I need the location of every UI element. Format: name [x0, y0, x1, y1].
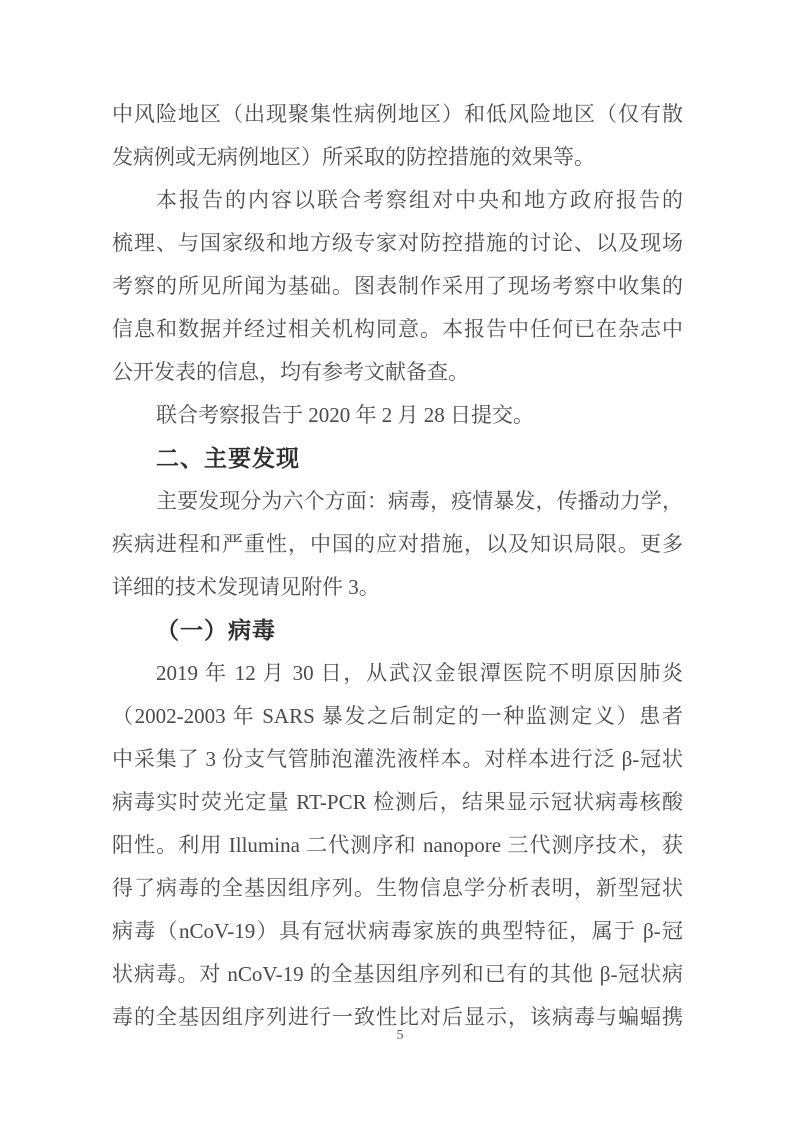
text-line: 状病毒。对 nCoV-19 的全基因组序列和已有的其他 β-冠状病	[112, 962, 683, 986]
text-line: 考察的所见所闻为基础。图表制作采用了现场考察中收集的	[112, 274, 683, 298]
text-line: 本报告的内容以联合考察组对中央和地方政府报告的	[156, 188, 683, 212]
page-number: 5	[396, 1028, 404, 1043]
text-line: 毒的全基因组序列进行一致性比对后显示，该病毒与蝙蝠携	[112, 1005, 683, 1029]
subsection-heading: （一）病毒	[156, 618, 276, 643]
text-line: 病毒（nCoV-19）具有冠状病毒家族的典型特征，属于 β-冠	[112, 919, 683, 943]
text-line: 信息和数据并经过相关机构同意。本报告中任何已在杂志中	[112, 317, 683, 341]
text-line: 发病例或无病例地区）所采取的防控措施的效果等。	[112, 145, 595, 169]
text-line: 梳理、与国家级和地方级专家对防控措施的讨论、以及现场	[112, 231, 683, 255]
text-line: 中采集了 3 份支气管肺泡灌洗液样本。对样本进行泛 β-冠状	[112, 747, 683, 771]
text-line: （2002-2003 年 SARS 暴发之后制定的一种监测定义）患者	[112, 704, 683, 728]
text-line: 病毒实时荧光定量 RT-PCR 检测后，结果显示冠状病毒核酸	[112, 790, 683, 814]
text-line: 公开发表的信息，均有参考文献备查。	[112, 360, 469, 384]
text-line: 2019 年 12 月 30 日，从武汉金银潭医院不明原因肺炎	[156, 661, 683, 685]
text-line: 阳性。利用 Illumina 二代测序和 nanopore 三代测序技术，获	[112, 833, 683, 857]
text-line: 主要发现分为六个方面：病毒，疫情暴发，传播动力学，	[156, 489, 683, 513]
text-line: 得了病毒的全基因组序列。生物信息学分析表明，新型冠状	[112, 876, 683, 900]
text-line: 联合考察报告于 2020 年 2 月 28 日提交。	[156, 403, 534, 427]
text-line: 疾病进程和严重性，中国的应对措施，以及知识局限。更多	[112, 532, 683, 556]
text-line: 中风险地区（出现聚集性病例地区）和低风险地区（仅有散	[112, 102, 683, 126]
section-heading: 二、主要发现	[156, 445, 300, 471]
text-line: 详细的技术发现请见附件 3。	[112, 575, 380, 599]
document-body	[112, 93, 683, 1039]
